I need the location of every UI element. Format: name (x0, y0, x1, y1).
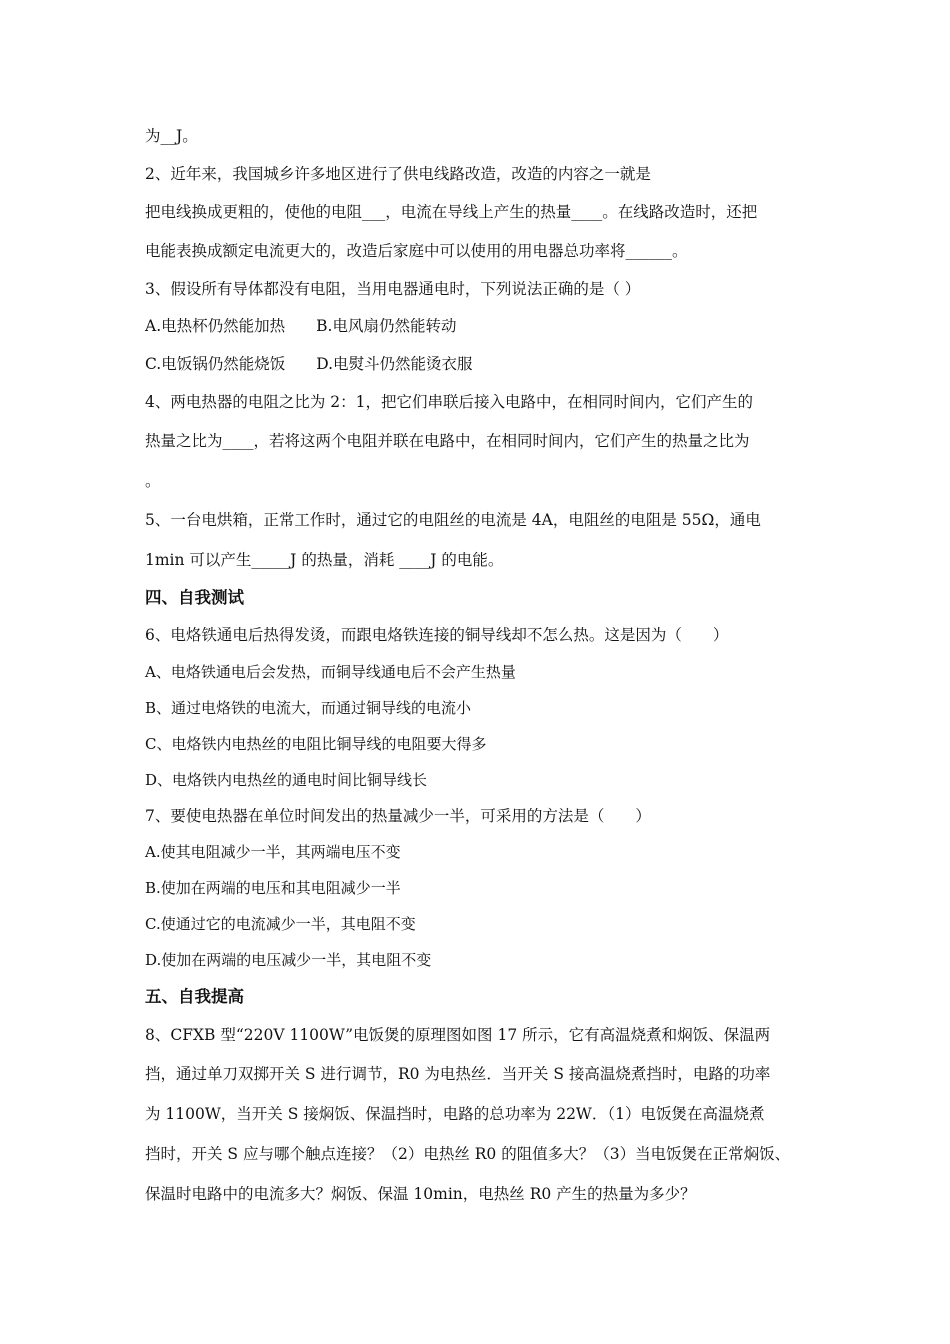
section-heading: 四、自我测试 (145, 588, 244, 607)
question-4-line: 4、两电热器的电阻之比为 2：1，把它们串联后接入电路中，在相同时间内，它们产生的 (145, 393, 754, 411)
option-line: D.使加在两端的电压减少一半，其电阻不变 (145, 951, 432, 969)
text-line: 为 1100W，当开关 S 接焖饭、保温挡时，电路的总功率为 22W．（1）电饭煲在高温烧煮 (145, 1105, 765, 1123)
question-5-line: 5、一台电烘箱，正常工作时，通过它的电阻丝的电流是 4A，电阻丝的电阻是 55Ω，通电 (145, 511, 761, 529)
option-line: A.电热杯仍然能加热 B.电风扇仍然能转动 (145, 317, 457, 335)
text-line: 挡时，开关 S 应与哪个触点连接？（2）电热丝 R0 的阻值多大？（3）当电饭煲在正常焖饭、 (145, 1145, 791, 1163)
text-line: 为__J。 (145, 127, 198, 145)
text-line: 保温时电路中的电流多大？焖饭、保温 10min，电热丝 R0 产生的热量为多少？ (145, 1185, 696, 1203)
text-line: 。 (145, 472, 161, 490)
question-7-line: 7、要使电热器在单位时间发出的热量减少一半，可采用的方法是（ ） (145, 807, 651, 825)
option-line: D、电烙铁内电热丝的通电时间比铜导线长 (145, 771, 428, 789)
option-line: C.电饭锅仍然能烧饭 D.电熨斗仍然能烫衣服 (145, 355, 473, 373)
question-8-line: 8、CFXB 型“220V 1100W”电饭煲的原理图如图 17 所示，它有高温烧煮和焖饭、保温两 (145, 1026, 771, 1044)
text-line: 电能表换成额定电流更大的，改造后家庭中可以使用的用电器总功率将______。 (145, 242, 688, 260)
question-3-line: 3、假设所有导体都没有电阻，当用电器通电时，下列说法正确的是（ ） (145, 280, 641, 298)
text-line: 把电线换成更粗的，使他的电阻___，电流在导线上产生的热量____。在线路改造时，还把 (145, 203, 758, 221)
question-2-line: 2、近年来，我国城乡许多地区进行了供电线路改造，改造的内容之一就是 (145, 165, 651, 183)
text-line: 1min 可以产生_____J 的热量，消耗 ____J 的电能。 (145, 551, 504, 569)
option-line: C、电烙铁内电热丝的电阻比铜导线的电阻要大得多 (145, 735, 487, 753)
section-heading: 五、自我提高 (145, 987, 244, 1006)
text-line: 热量之比为____，若将这两个电阻并联在电路中，在相同时间内，它们产生的热量之比为 (145, 432, 750, 450)
text-line: 挡，通过单刀双掷开关 S 进行调节，R0 为电热丝．当开关 S 接高温烧煮挡时，电路的功率 (145, 1065, 771, 1083)
option-line: A.使其电阻减少一半，其两端电压不变 (145, 843, 401, 861)
question-6-line: 6、电烙铁通电后热得发烫，而跟电烙铁连接的铜导线却不怎么热。这是因为（ ） (145, 626, 729, 644)
option-line: B、通过电烙铁的电流大，而通过铜导线的电流小 (145, 699, 472, 717)
option-line: A、电烙铁通电后会发热，而铜导线通电后不会产生热量 (145, 663, 516, 681)
option-line: C.使通过它的电流减少一半，其电阻不变 (145, 915, 416, 933)
option-line: B.使加在两端的电压和其电阻减少一半 (145, 879, 401, 897)
